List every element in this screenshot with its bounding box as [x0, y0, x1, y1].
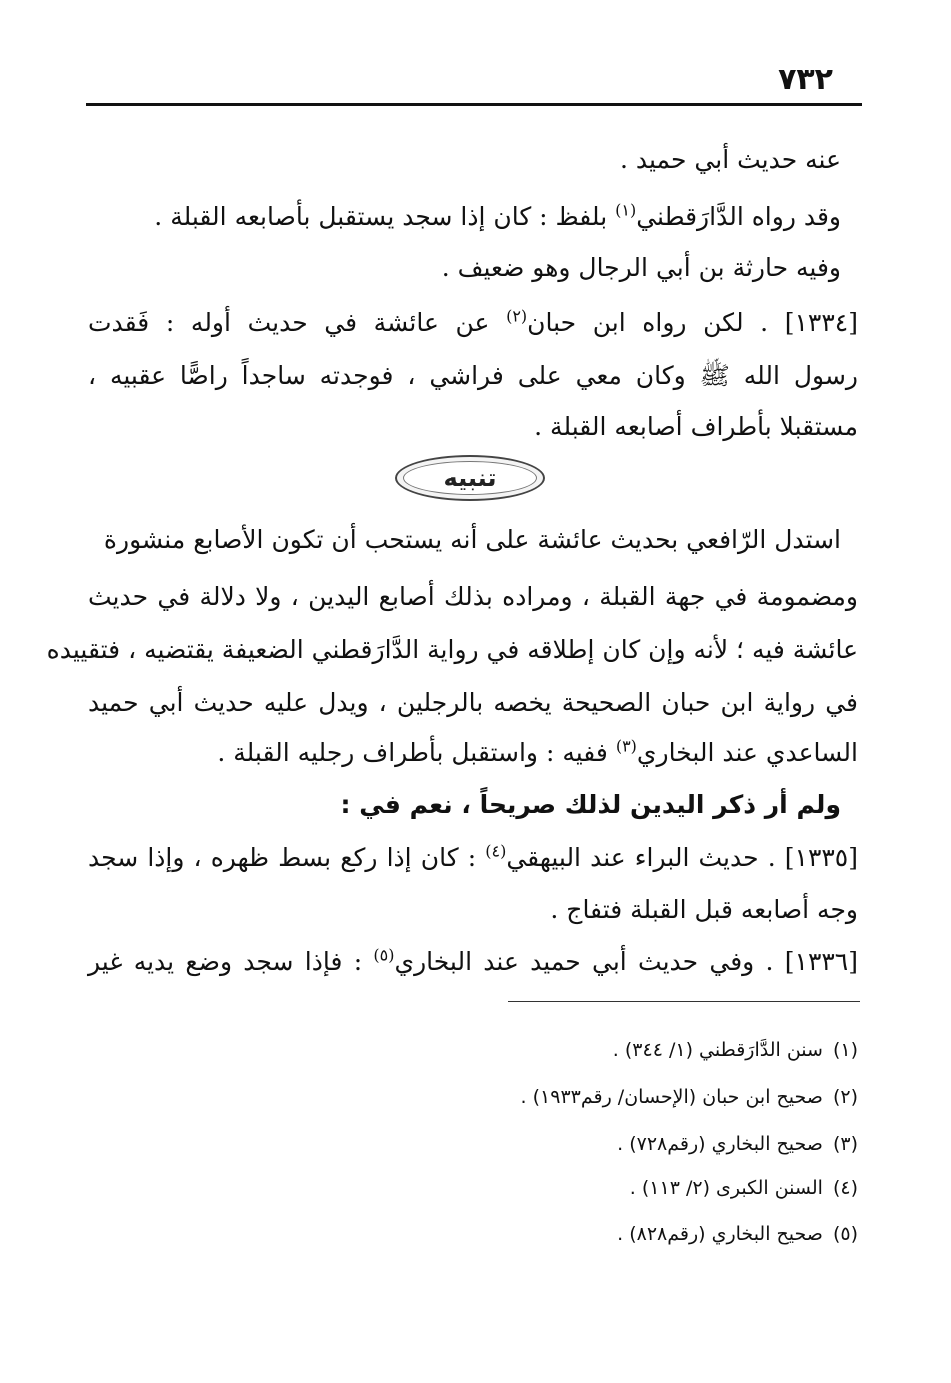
footnote-2-text: صحيح ابن حبان (الإحسان/ رقم١٩٣٣) .: [520, 1086, 823, 1108]
footnote-4-text: السنن الكبرى (٢/ ١١٣) .: [629, 1177, 823, 1199]
notice-line-9: [88, 942, 858, 982]
footnote-ref-5[interactable]: (٥): [373, 945, 395, 965]
footnote-ref-4[interactable]: (٤): [485, 841, 507, 861]
notice-line-7-text-a: [١٣٣٥] . حديث البراء عند البيهقي: [506, 843, 858, 872]
footnote-ref-2[interactable]: (٢): [506, 306, 528, 326]
footnote-1-text: سنن الدَّارَقطني (١/ ٣٤٤) .: [612, 1039, 823, 1061]
footnote-separator: [508, 1001, 860, 1002]
notice-line-2: ومضمومة في جهة القبلة ، ومراده بذلك أصابع اليدين ، ولا دلالة في حديث: [88, 582, 858, 611]
notice-heading-label: تنبيه: [443, 464, 497, 492]
notice-line-7-text-b: : كان إذا ركع بسط ظهره ، وإذا سجد: [88, 843, 486, 872]
notice-line-8: وجه أصابعه قبل القبلة فتفاج .: [550, 895, 858, 924]
footnote-ref-1[interactable]: (١): [615, 200, 637, 220]
notice-line-9-text-b: : فإذا سجد وضع يديه غير: [88, 947, 374, 976]
body-line-2: [88, 197, 841, 237]
footnote-4-number: (٤): [832, 1177, 858, 1199]
footnote-2-number: (٢): [832, 1086, 858, 1108]
footnote-2: [88, 1081, 858, 1113]
notice-line-5: [88, 733, 858, 773]
footnote-4: [88, 1172, 858, 1204]
notice-line-7: [88, 838, 858, 878]
footnote-ref-3[interactable]: (٣): [615, 736, 637, 756]
footnote-5-number: (٥): [832, 1223, 858, 1245]
notice-line-1: استدل الرّافعي بحديث عائشة على أنه يستحب أن تكون الأصابع منشورة: [103, 525, 841, 554]
footnote-1-number: (١): [832, 1039, 858, 1061]
footnote-3-number: (٣): [832, 1133, 858, 1155]
header-rule: [86, 103, 862, 106]
body-line-2-text-b: بلفظ : كان إذا سجد يستقبل بأصابعه القبلة .: [154, 202, 616, 231]
body-line-4: [88, 303, 858, 343]
footnote-5: [88, 1218, 858, 1250]
notice-line-3: عائشة فيه ؛ لأنه وإن كان إطلاقه في رواية الدَّارَقطني الضعيفة يقتضيه ، فتقييده: [46, 635, 858, 664]
body-line-2-text-a: وقد رواه الدَّارَقطني: [636, 202, 841, 231]
notice-heading-cartouche: [395, 455, 545, 501]
page-number: ٧٣٢: [778, 62, 833, 97]
body-line-1: عنه حديث أبي حميد .: [620, 145, 841, 174]
body-line-5: رسول الله ﷺ وكان معي على فراشي ، فوجدته ساجداً راصًّا عقبيه ،: [88, 361, 858, 390]
footnote-1: [88, 1034, 858, 1066]
body-line-6: مستقبلا بأطراف أصابعه القبلة .: [534, 412, 858, 441]
notice-line-4: في رواية ابن حبان الصحيحة يخصه بالرجلين ، ويدل عليه حديث أبي حميد: [88, 688, 858, 717]
body-line-4-text-b: عن عائشة في حديث أوله : فَقدت: [88, 308, 507, 337]
notice-line-9-text-a: [١٣٣٦] . وفي حديث أبي حميد عند البخاري: [394, 947, 858, 976]
notice-bold-line: ولم أر ذكر اليدين لذلك صريحاً ، نعم في :: [340, 790, 841, 819]
body-line-4-text-a: [١٣٣٤] . لكن رواه ابن حبان: [527, 308, 858, 337]
notice-line-5-text-b: ففيه : واستقبل بأطراف رجليه القبلة .: [217, 738, 616, 767]
footnote-3: [88, 1128, 858, 1160]
notice-line-5-text-a: الساعدي عند البخاري: [636, 738, 858, 767]
footnote-5-text: صحيح البخاري (رقم٨٢٨) .: [617, 1223, 823, 1245]
body-line-3: وفيه حارثة بن أبي الرجال وهو ضعيف .: [441, 253, 841, 282]
footnote-3-text: صحيح البخاري (رقم٧٢٨) .: [617, 1133, 823, 1155]
